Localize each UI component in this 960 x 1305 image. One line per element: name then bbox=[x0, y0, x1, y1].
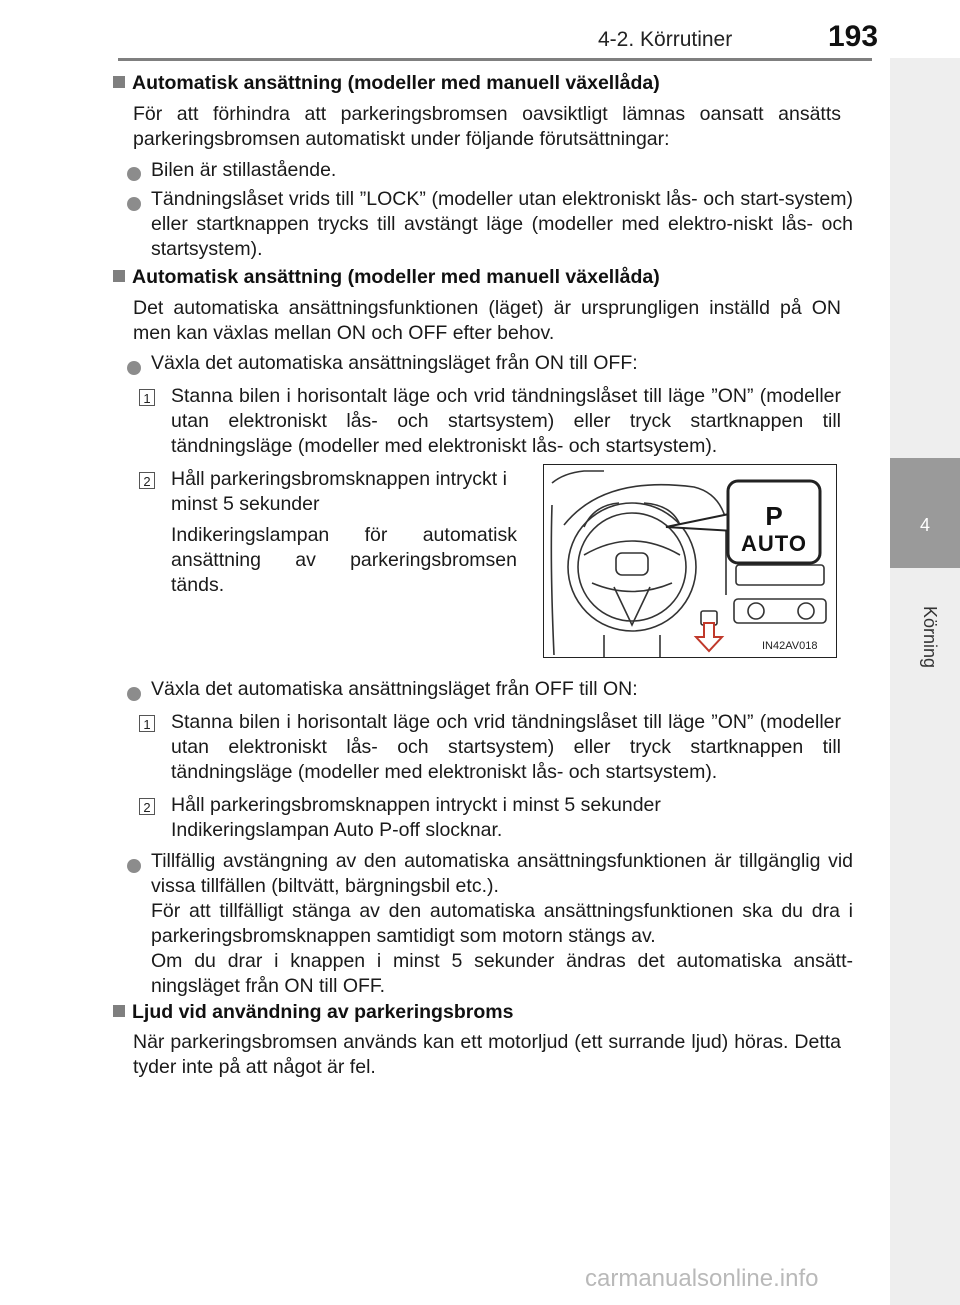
section-title: 4-2. Körrutiner bbox=[598, 28, 733, 51]
bullet-text: Tillfällig avstängning av den automatiska ansättningsfunktionen är tillgänglig vid vissa tillfällen (biltvätt, bärgningsbil etc.). bbox=[151, 850, 853, 897]
parking-p-icon: P bbox=[765, 501, 783, 531]
bullet-continuation: Om du drar i knappen i minst 5 sekunder ändras det automatiska ansätt-ningsläget från ON till OFF. bbox=[151, 950, 853, 997]
side-tab-upper bbox=[890, 58, 960, 458]
bullet-dot-icon bbox=[127, 687, 141, 701]
step-number-box: 2 bbox=[139, 472, 155, 489]
bullet-text: Bilen är stillastående. bbox=[151, 159, 337, 181]
step-text: Stanna bilen i horisontalt läge och vrid tändningslåset till läge ”ON” (modeller utan elektroniskt lås- och startsystem) eller tryck startknappen till tändningsläge (modeller med elektroniskt lås- och startsystem). bbox=[171, 711, 841, 783]
step-number-box: 2 bbox=[139, 798, 155, 815]
side-tab-chapter-block bbox=[890, 458, 960, 568]
bullet-text: Tändningslåset vrids till ”LOCK” (modeller utan elektroniskt lås- och start-system) eller startknappen trycks till avstängt läge (modeller med elektro-niskt lås- och startsystem). bbox=[151, 188, 853, 260]
bullet-text: Växla det automatiska ansättningsläget från ON till OFF: bbox=[151, 352, 638, 374]
bullet-text: Växla det automatiska ansättningsläget från OFF till ON: bbox=[151, 678, 638, 700]
chapter-number: 4 bbox=[919, 515, 930, 535]
watermark: carmanualsonline.info bbox=[585, 1265, 819, 1292]
step-text: Håll parkeringsbromsknappen intryckt i minst 5 sekunder bbox=[171, 794, 661, 816]
square-bullet-icon bbox=[113, 270, 125, 282]
section-body: När parkeringsbromsen används kan ett motorljud (ett surrande ljud) höras. Detta tyder inte på att något är fel. bbox=[133, 1031, 841, 1078]
step-note: Indikeringslampan för automatisk ansättning av parkeringsbromsen tänds. bbox=[171, 524, 517, 596]
bullet-dot-icon bbox=[127, 167, 141, 181]
auto-indicator-label: AUTO bbox=[741, 531, 807, 556]
dashboard-illustration bbox=[544, 465, 837, 658]
side-tab-lower bbox=[890, 708, 960, 1305]
bullet-dot-icon bbox=[127, 361, 141, 375]
header-rule bbox=[118, 58, 872, 61]
square-bullet-icon bbox=[113, 76, 125, 88]
chapter-label: Körning bbox=[920, 605, 940, 669]
section-body: För att förhindra att parkeringsbromsen oavsiktligt lämnas oansatt ansätts parkeringsbromsen automatiskt under följande förutsättningar: bbox=[133, 103, 841, 150]
step-number-box: 1 bbox=[139, 389, 155, 406]
section-body: Det automatiska ansättningsfunktionen (läget) är ursprungligen inställd på ON men kan växlas mellan ON och OFF efter behov. bbox=[133, 297, 841, 344]
bullet-dot-icon bbox=[127, 197, 141, 211]
section-heading: Automatisk ansättning (modeller med manuell växellåda) bbox=[113, 72, 660, 95]
square-bullet-icon bbox=[113, 1005, 125, 1017]
section-heading: Ljud vid användning av parkeringsbroms bbox=[113, 1001, 513, 1024]
step-text: Stanna bilen i horisontalt läge och vrid tändningslåset till läge ”ON” (modeller utan elektroniskt lås- och startsystem) eller tryck startknappen till tändningsläge (modeller med elektroniskt lås- och startsystem). bbox=[171, 385, 841, 457]
bullet-continuation: För att tillfälligt stänga av den automatiska ansättningsfunktionen ska du dra i parkeringsbromsknappen samtidigt som motorn stängs av. bbox=[151, 900, 853, 947]
step-number-box: 1 bbox=[139, 715, 155, 732]
step-note: Indikeringslampan Auto P-off slocknar. bbox=[171, 819, 503, 841]
page-number: 193 bbox=[828, 20, 879, 53]
step-text: Håll parkeringsbromsknappen intryckt i minst 5 sekunder bbox=[171, 468, 507, 515]
section-heading: Automatisk ansättning (modeller med manuell växellåda) bbox=[113, 266, 660, 289]
figure-code: IN42AV018 bbox=[762, 640, 818, 652]
parking-brake-illustration bbox=[543, 464, 837, 658]
bullet-dot-icon bbox=[127, 859, 141, 873]
